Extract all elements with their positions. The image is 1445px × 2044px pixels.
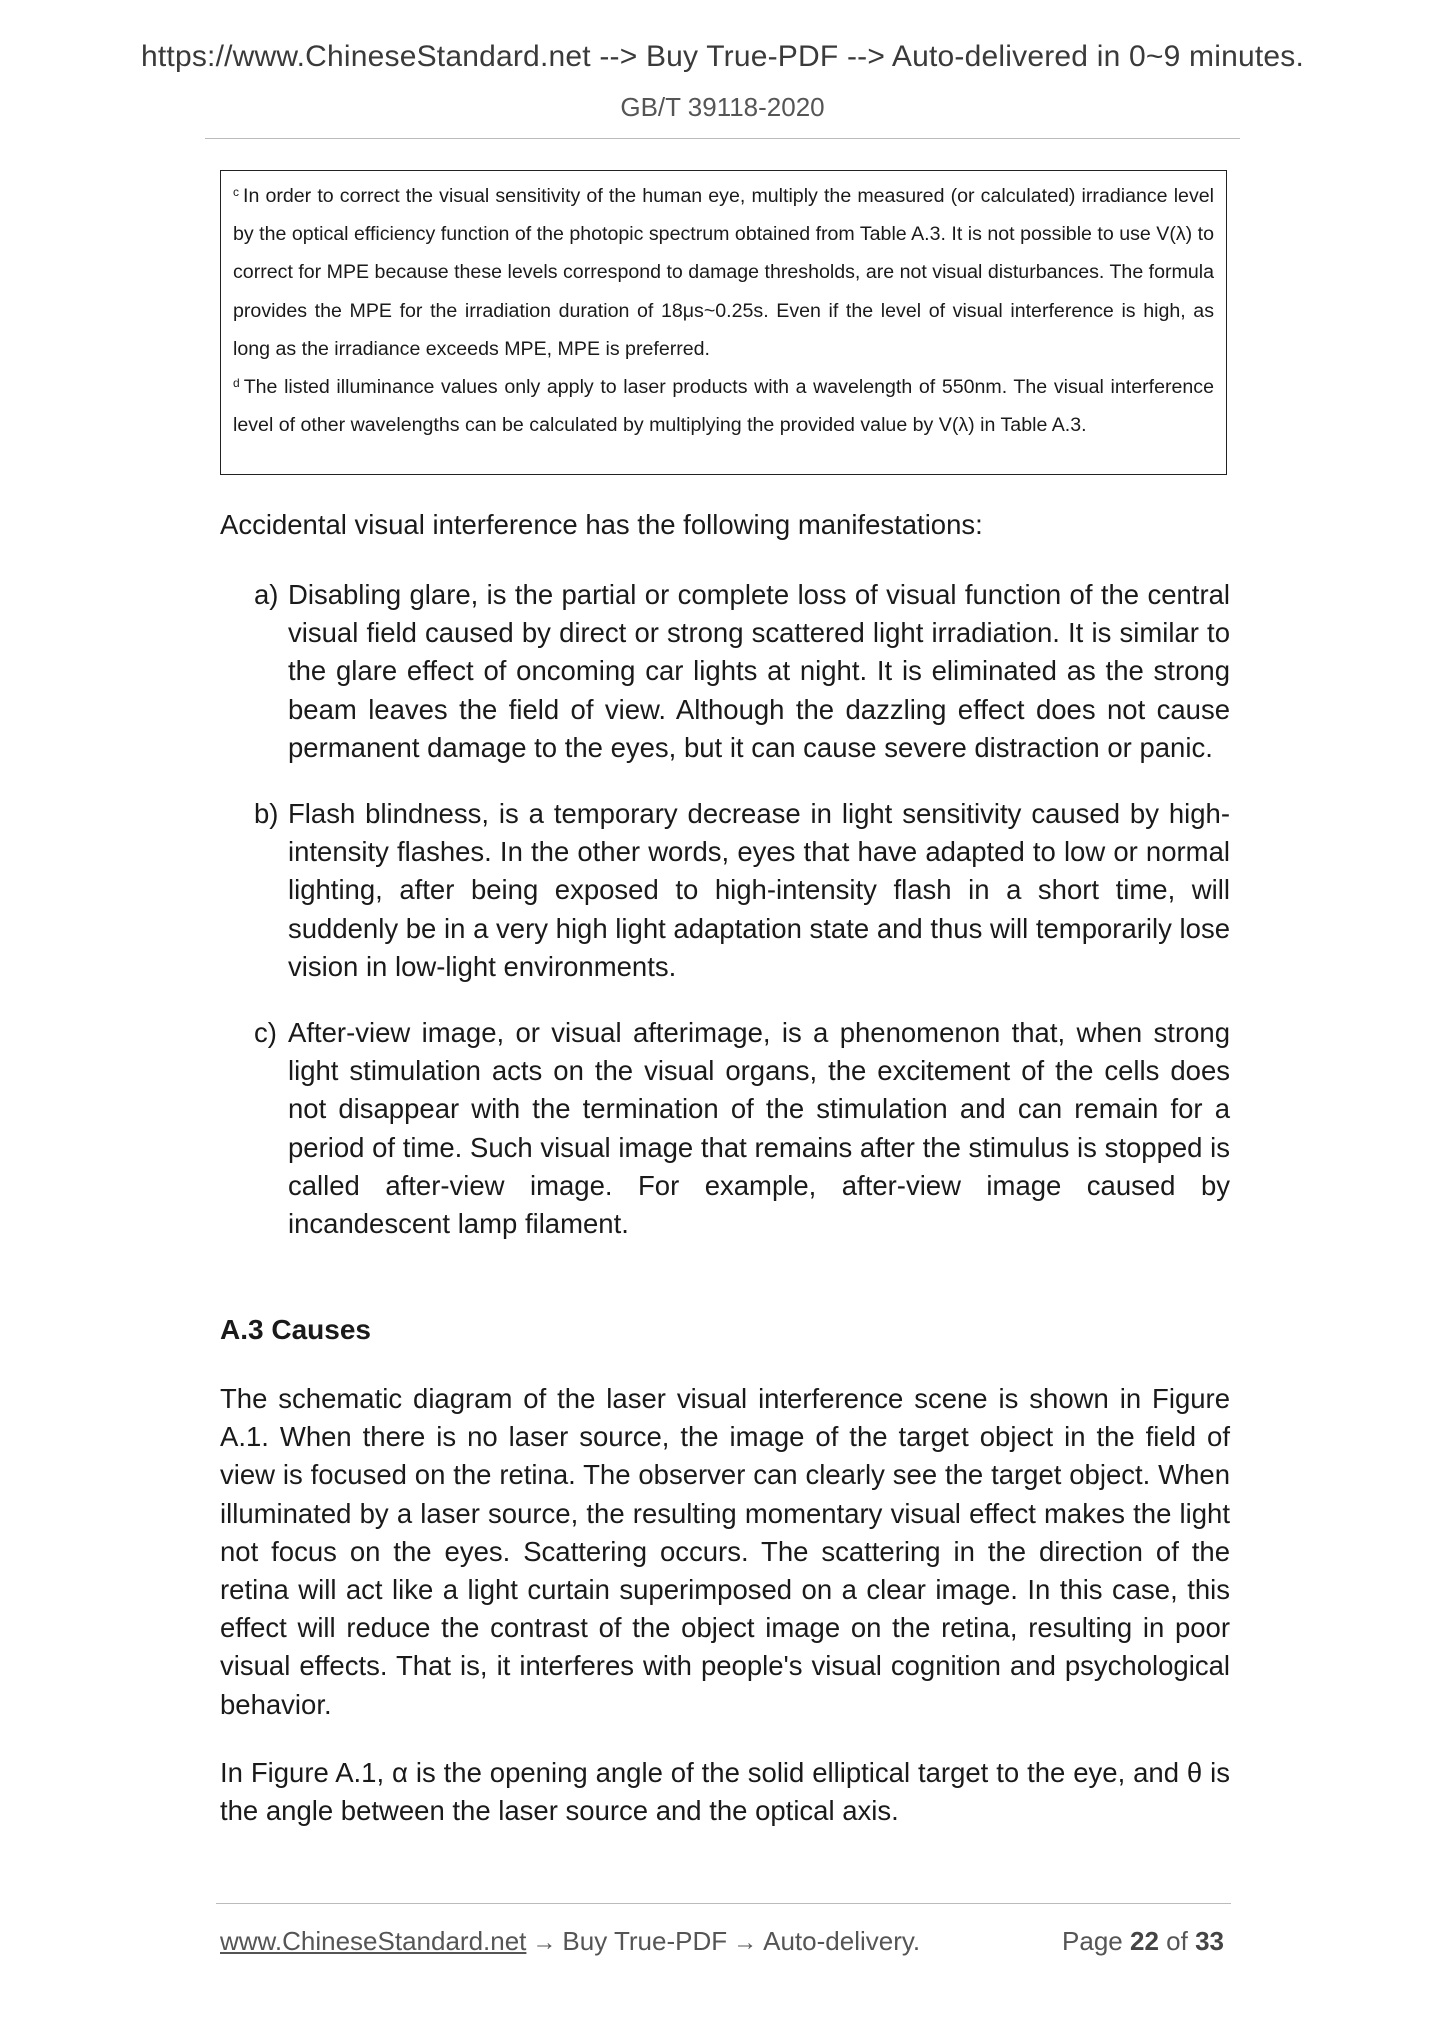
intro-paragraph: Accidental visual interference has the following manifestations: xyxy=(220,509,983,540)
page-current: 22 xyxy=(1130,1926,1159,1956)
section-paragraph: The schematic diagram of the laser visual interference scene is shown in Figure A.1. When there is no laser source, the image of the target object in the field of view is focused on the retina. The observer can clearly see the target object. When illuminated by a laser source, the resulting momentary visual effect makes the light not focus on the eyes. Scattering occurs. The scattering in the direction of the retina will act like a light curtain superimposed on a clear image. In this case, this effect will reduce the contrast of the object image on the retina, resulting in poor visual effects. That is, it interferes with people's visual cognition and psychological behavior. xyxy=(220,1383,1230,1720)
list-item-marker: a) xyxy=(254,579,279,610)
page-total: 33 xyxy=(1195,1926,1224,1956)
footer-divider xyxy=(216,1903,1231,1904)
list-item xyxy=(254,795,1230,986)
buy-text: Buy True-PDF xyxy=(562,1926,728,1956)
page-number xyxy=(1062,1923,1224,1959)
table-notes-box xyxy=(220,170,1227,475)
list-item xyxy=(254,1014,1230,1243)
list-item-text: Disabling glare, is the partial or complete loss of visual function of the central visual field caused by direct or strong scattered light irradiation. It is similar to the glare effect of oncoming car lights at night. It is eliminated as the strong beam leaves the field of view. Although the dazzling effect does not cause permanent damage to the eyes, but it can cause severe distraction or panic. xyxy=(288,579,1230,763)
header-divider xyxy=(205,138,1240,139)
list-item-marker: c) xyxy=(254,1017,277,1049)
section-paragraph: In Figure A.1, α is the opening angle of the solid elliptical target to the eye, and θ is the angle between the laser source and the optical axis. xyxy=(220,1757,1230,1827)
table-note-c xyxy=(233,177,1214,368)
site-link[interactable]: www.ChineseStandard.net xyxy=(220,1926,527,1956)
list-item-marker: b) xyxy=(254,798,279,830)
list-item-text: After-view image, or visual afterimage, is a phenomenon that, when strong light stimulation acts on the visual organs, the excitement of the cells does not disappear with the termination of the stimulation and can remain for a period of time. Such visual image that remains after the stimulus is stopped is called after-view image. For example, after-view image caused by incandescent lamp filament. xyxy=(288,1017,1230,1240)
list-item-text: Flash blindness, is a temporary decrease in light sensitivity caused by high-intensity flashes. In the other words, eyes that have adapted to low or normal lighting, after being exposed to high-intensity flash in a short time, will suddenly be in a very high light adaptation state and thus will temporarily lose vision in low-light environments. xyxy=(288,798,1230,982)
right-arrow-icon: → xyxy=(532,1929,557,1956)
header-url-line: https://www.ChineseStandard.net --> Buy True-PDF --> Auto-delivered in 0~9 minutes. xyxy=(141,40,1304,73)
standard-code: GB/T 39118-2020 xyxy=(620,92,825,122)
note-c-mark: c xyxy=(233,185,239,199)
right-arrow-icon: → xyxy=(733,1929,758,1956)
note-d-text: The listed illuminance values only apply to laser products with a wavelength of 550nm. The visual interference level of other wavelengths can be calculated by multiplying the provided value by V(λ) in Table A.3. xyxy=(233,376,1214,437)
page-label: Page xyxy=(1062,1926,1123,1956)
delivery-text: Auto-delivery. xyxy=(763,1926,921,1956)
section-heading: A.3 Causes xyxy=(220,1314,371,1345)
page-footer xyxy=(220,1923,1230,1961)
note-c-text: In order to correct the visual sensitivity of the human eye, multiply the measured (or calculated) irradiance level by the optical efficiency function of the photopic spectrum obtained from Table A.3. It is not possible to use V(λ) to correct for MPE because these levels correspond to damage thresholds, are not visual disturbances. The formula provides the MPE for the irradiation duration of 18μs~0.25s. Even if the level of visual interference is high, as long as the irradiance exceeds MPE, MPE is preferred. xyxy=(233,185,1214,360)
note-d-mark: d xyxy=(233,376,240,391)
manifestations-list xyxy=(254,576,1230,1243)
list-item xyxy=(254,576,1230,767)
table-note-d xyxy=(233,368,1214,444)
page-of: of xyxy=(1166,1926,1188,1956)
